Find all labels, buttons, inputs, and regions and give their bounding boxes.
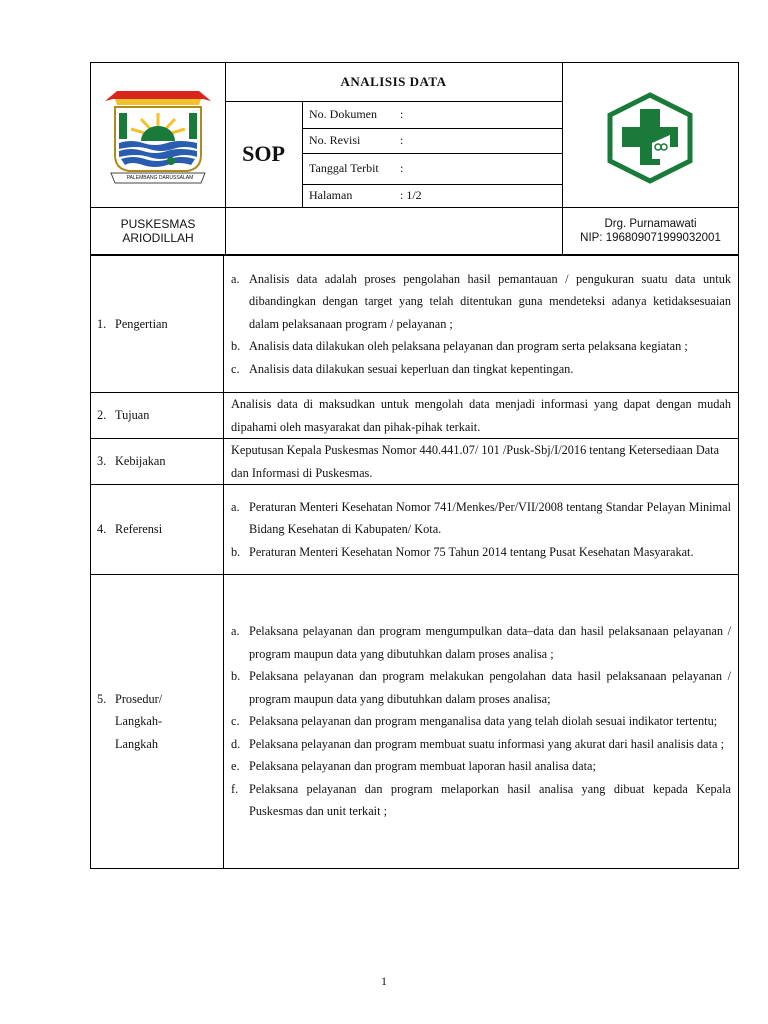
signatory-name: Drg. Purnamawati [604, 218, 697, 230]
meta-row-no-revisi [302, 128, 562, 153]
page-number: 1 [381, 974, 387, 988]
section-label: 5. Prosedur/ Langkah- Langkah [91, 575, 224, 869]
section-content [224, 256, 739, 393]
section-row-kebijakan [91, 439, 739, 485]
section-content: Analisis data di maksudkan untuk mengolah data menjadi informasi yang dapat dengan mudah dipahami oleh masyarakat dan pihak-pihak terkait. [224, 393, 739, 439]
palembang-logo [91, 63, 225, 207]
org-line-2: ARIODILLAH [122, 231, 194, 245]
section-row-prosedur [91, 575, 739, 869]
meta-label: Halaman [309, 188, 353, 202]
signatory [562, 207, 739, 255]
document-title: ANALISIS DATA [340, 74, 447, 89]
list-item: d. Pelaksana pelayanan dan program membuat suatu informasi yang akurat dari hasil analisis data ; [231, 736, 724, 751]
list-item: b. Peraturan Menteri Kesehatan Nomor 75 Tahun 2014 tentang Pusat Kesehatan Masyarakat. [231, 544, 694, 559]
meta-value: : [400, 133, 404, 147]
sop-content-table [90, 255, 739, 869]
section-label: 1. Pengertian [91, 256, 224, 393]
section-label: 3. Kebijakan [91, 439, 224, 485]
organization-name [91, 207, 225, 255]
list-item: a. Analisis data adalah proses pengolahan hasil pemantauan / pengukuran suatu data untuk dibandingkan dengan target yang telah ditentukan guna mendeteksi adanya ketidaksesuaian dalam pelaksanaan program / pelayanan ; [231, 271, 731, 331]
sop-header [90, 62, 739, 255]
meta-label: No. Revisi [309, 133, 361, 147]
list-item: e. Pelaksana pelayanan dan program membuat laporan hasil analisa data; [231, 759, 596, 774]
section-content [224, 575, 739, 869]
section-row-pengertian [91, 256, 739, 393]
list-item: c. Pelaksana pelayanan dan program menganalisa data yang telah diolah sesuai indikator tertentu; [231, 714, 718, 729]
list-item: a. Pelaksana pelayanan dan program mengumpulkan data–data dan hasil pelaksanaan pelayanan / program maupun data yang dibutuhkan dalam proses analisa ; [231, 624, 731, 661]
logo-ribbon-text: PALEMBANG DARUSSALAM [126, 175, 194, 181]
meta-row-tanggal-terbit [302, 153, 562, 184]
list-item: a. Peraturan Menteri Kesehatan Nomor 741/Menkes/Per/VII/2008 tentang Standar Pelayan Minimal Bidang Kesehatan di Kabupaten/ Kota. [231, 499, 731, 537]
meta-value: : [400, 161, 404, 175]
meta-label: No. Dokumen [309, 107, 377, 121]
section-content: Keputusan Kepala Puskesmas Nomor 440.441.07/ 101 /Pusk-Sbj/I/2016 tentang Ketersediaan Data dan Informasi di Puskesmas. [224, 439, 739, 485]
signatory-nip: NIP: 196809071999032001 [580, 232, 721, 244]
list-item: b. Pelaksana pelayanan dan program melakukan pengolahan data hasil pelaksanaan pelayanan / program maupun data yang dibutuhkan dalam proses analisa; [231, 669, 731, 706]
section-row-referensi [91, 485, 739, 575]
section-content [224, 485, 739, 575]
section-label: 4. Referensi [91, 485, 224, 575]
meta-row-no-dokumen [302, 101, 562, 128]
meta-value: : [400, 107, 404, 121]
puskesmas-logo [562, 63, 739, 207]
list-item: b. Analisis data dilakukan oleh pelaksana pelayanan dan program serta pelaksana kegiatan ; [231, 339, 688, 354]
meta-row-halaman [302, 184, 562, 207]
section-row-tujuan [91, 393, 739, 439]
list-item: c. Analisis data dilakukan sesuai keperluan dan tingkat kepentingan. [231, 361, 574, 376]
list-item: f. Pelaksana pelayanan dan program melaporkan hasil analisa yang dibuat kepada Kepala Puskesmas dan unit terkait ; [231, 781, 731, 819]
section-label: 2. Tujuan [91, 393, 224, 439]
meta-value: : 1/2 [400, 188, 422, 202]
meta-label: Tanggal Terbit [309, 161, 379, 175]
org-line-1: PUSKESMAS [120, 217, 196, 231]
sop-label: SOP [242, 141, 285, 166]
